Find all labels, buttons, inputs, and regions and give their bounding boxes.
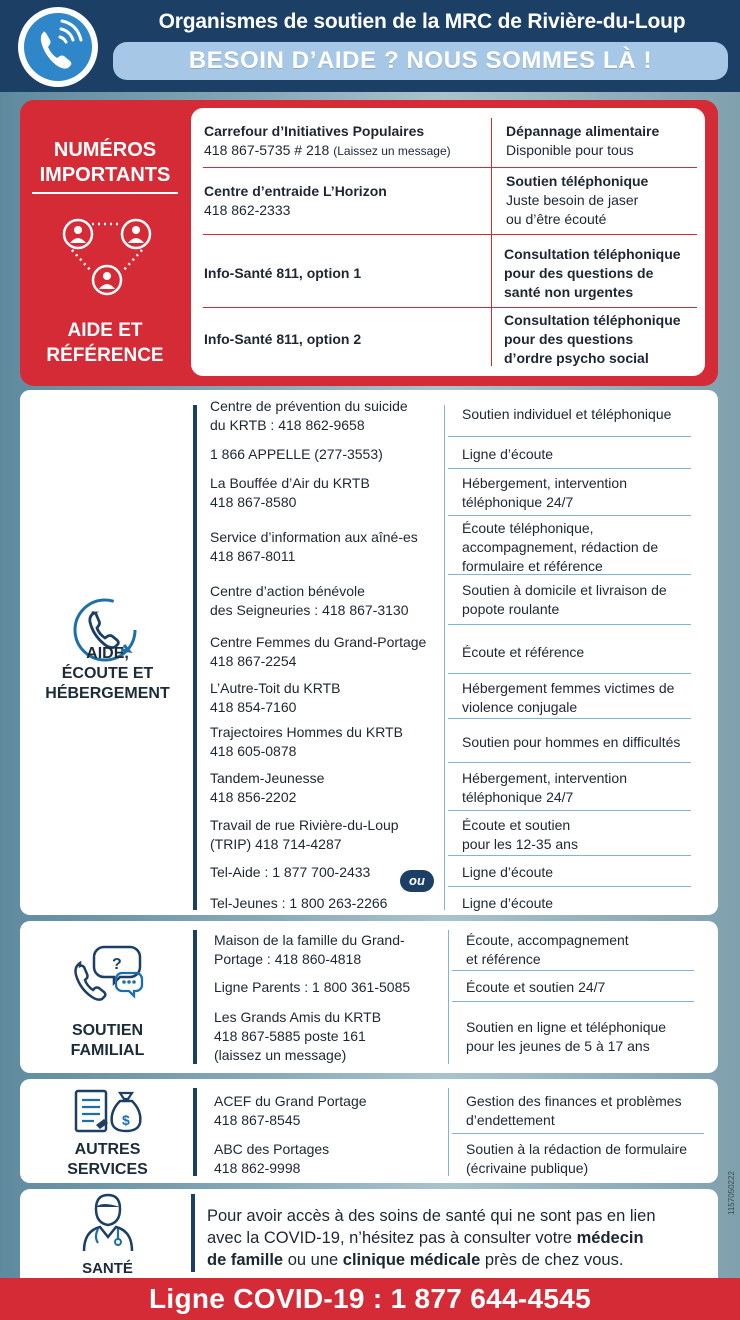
organization-name: Carrefour d’Initiatives Populaires xyxy=(204,123,425,139)
page-subtitle: BESOIN D’AIDE ? NOUS SOMMES LÀ ! xyxy=(113,42,728,80)
table-row: Tandem-Jeunesse 418 856-2202 xyxy=(210,770,325,805)
table-row: Service d’information aux aîné-es 418 867-8011 xyxy=(210,529,418,564)
row-divider xyxy=(452,1133,704,1134)
column-divider xyxy=(491,118,492,366)
table-row-description: Hébergement, intervention téléphonique 24/7 xyxy=(462,770,627,805)
section-accent-bar xyxy=(191,1194,195,1272)
table-row-description: Soutien en ligne et téléphonique pour les jeunes de 5 à 17 ans xyxy=(466,1019,667,1054)
table-row: Les Grands Amis du KRTB 418 867-5885 poste 161 (laissez un message) xyxy=(214,1009,382,1063)
phone-ringing-icon xyxy=(18,7,98,87)
section-accent-bar xyxy=(193,1088,197,1176)
row-divider xyxy=(448,468,691,469)
table-row: ABC des Portages 418 862-9998 xyxy=(214,1141,330,1176)
table-row: Maison de la famille du Grand- Portage : 418 860-4818 xyxy=(214,932,405,967)
table-row: Centre Femmes du Grand-Portage 418 867-2254 xyxy=(210,634,427,669)
people-network-icon xyxy=(62,210,152,311)
table-row: Centre de prévention du suicide du KRTB : 418 862-9658 xyxy=(210,398,408,433)
table-row-description: Gestion des finances et problèmes d’endettement xyxy=(466,1093,682,1128)
autres-section-label: AUTRES SERVICES xyxy=(67,1141,148,1178)
organization-name: Info-Santé 811, option 2 xyxy=(204,331,362,347)
reference-number: 1157050222 xyxy=(727,1171,736,1215)
row-divider xyxy=(448,718,691,719)
row-divider xyxy=(448,855,691,856)
row-divider xyxy=(448,515,691,516)
table-row-description: Soutien individuel et téléphonique xyxy=(462,406,672,422)
phone-question-icon xyxy=(70,943,146,1012)
row-divider xyxy=(448,673,691,674)
important-numbers-title: NUMÉROS IMPORTANTS xyxy=(39,139,171,186)
table-row-description: Hébergement, intervention téléphonique 24/7 xyxy=(462,475,627,510)
column-divider xyxy=(448,930,449,1064)
familial-section-label: SOUTIEN FAMILIAL xyxy=(70,1022,145,1059)
table-row-description: Écoute, accompagnement et référence xyxy=(466,932,629,967)
row-divider xyxy=(203,307,697,308)
table-row: ACEF du Grand Portage 418 867-8545 xyxy=(214,1093,367,1128)
covid-line-footer xyxy=(0,1278,740,1320)
table-row: La Bouffée d’Air du KRTB 418 867-8580 xyxy=(210,475,370,510)
svg-text:$: $ xyxy=(122,1112,130,1128)
covid-line-text: Ligne COVID-19 : 1 877 644-4545 xyxy=(149,1283,591,1314)
phone-number: 418 862-2333 xyxy=(204,202,291,218)
column-divider xyxy=(448,1088,449,1176)
table-row-description: Consultation téléphonique pour des questions de santé non urgentes xyxy=(504,246,681,300)
organization-name: Centre d’entraide L’Horizon xyxy=(204,183,387,199)
row-divider xyxy=(203,167,697,168)
doctor-icon xyxy=(78,1193,138,1258)
row-divider xyxy=(448,436,691,437)
sante-section-label: SANTÉ xyxy=(82,1260,133,1277)
row-divider xyxy=(203,234,697,235)
table-row-description: Ligne d’écoute xyxy=(462,895,554,911)
table-row: Ligne Parents : 1 800 361-5085 xyxy=(214,979,411,995)
table-row-description: Hébergement femmes victimes de violence conjugale xyxy=(462,680,675,715)
table-row-description: Dépannage alimentaire Disponible pour tous xyxy=(506,123,660,158)
important-numbers-panel xyxy=(20,100,718,386)
note: (Laissez un message) xyxy=(333,144,451,158)
table-row-description: Écoute téléphonique, accompagnement, rédaction de formulaire et référence xyxy=(462,520,659,574)
table-row-description: Écoute et soutien 24/7 xyxy=(466,979,606,995)
row-divider xyxy=(448,574,691,575)
table-row-description: Soutien téléphonique Juste besoin de jaser ou d’être écouté xyxy=(506,173,649,227)
table-row: L’Autre-Toit du KRTB 418 854-7160 xyxy=(210,680,341,715)
table-row: Tel-Aide : 1 877 700-2433 xyxy=(210,864,371,880)
table-row xyxy=(204,182,489,220)
section-accent-bar xyxy=(193,405,197,910)
sante-paragraph: Pour avoir accès à des soins de santé qui ne sont pas en lien avec la COVID-19, n’hésitez pas à consulter votre médecin de famille ou une clinique médicale près de chez vous. xyxy=(207,1207,656,1269)
section-accent-bar xyxy=(193,930,197,1064)
table-row: Trajectoires Hommes du KRTB 418 605-0878 xyxy=(210,724,403,759)
table-row-description: Écoute et référence xyxy=(462,644,585,660)
row-divider xyxy=(448,886,691,887)
important-numbers-table xyxy=(191,108,705,376)
row-divider xyxy=(452,970,694,971)
organization-name: Info-Santé 811, option 1 xyxy=(204,265,362,281)
table-row-description: Ligne d’écoute xyxy=(462,864,554,880)
table-row-description: Soutien à la rédaction de formulaire (écrivaine publique) xyxy=(466,1141,688,1176)
ou-badge: ou xyxy=(400,870,434,892)
column-divider xyxy=(444,405,445,910)
row-divider xyxy=(448,810,691,811)
table-row-description: Soutien à domicile et livraison de popote roulante xyxy=(462,582,667,617)
table-row-description: Ligne d’écoute xyxy=(462,446,554,462)
table-row xyxy=(204,122,489,161)
table-row: Centre d’action bénévole des Seigneuries : 418 867-3130 xyxy=(210,583,409,618)
row-divider xyxy=(448,762,691,763)
page-title: Organismes de soutien de la MRC de Rivière-du-Loup xyxy=(158,10,686,33)
table-row-description: Consultation téléphonique pour des questions d’ordre psycho social xyxy=(504,312,681,366)
document-money-icon xyxy=(72,1087,144,1142)
row-divider xyxy=(448,624,691,625)
table-row: Tel-Jeunes : 1 800 263-2266 xyxy=(210,895,388,911)
svg-text:?: ? xyxy=(112,956,122,973)
table-row: 1 866 APPELLE (277-3553) xyxy=(210,446,383,462)
phone-number: 418 867-5735 # 218 xyxy=(204,142,330,158)
table-row-description: Écoute et soutien pour les 12-35 ans xyxy=(462,817,578,852)
divider xyxy=(32,192,178,194)
row-divider xyxy=(452,1001,694,1002)
table-row: Travail de rue Rivière-du-Loup (TRIP) 418 714-4287 xyxy=(210,817,399,852)
header-banner xyxy=(0,0,740,92)
aide-section-label: AIDE, ÉCOUTE ET HÉBERGEMENT xyxy=(45,645,170,702)
table-row-description: Soutien pour hommes en difficultés xyxy=(462,734,681,750)
aide-reference-title: AIDE ET RÉFÉRENCE xyxy=(46,320,164,366)
